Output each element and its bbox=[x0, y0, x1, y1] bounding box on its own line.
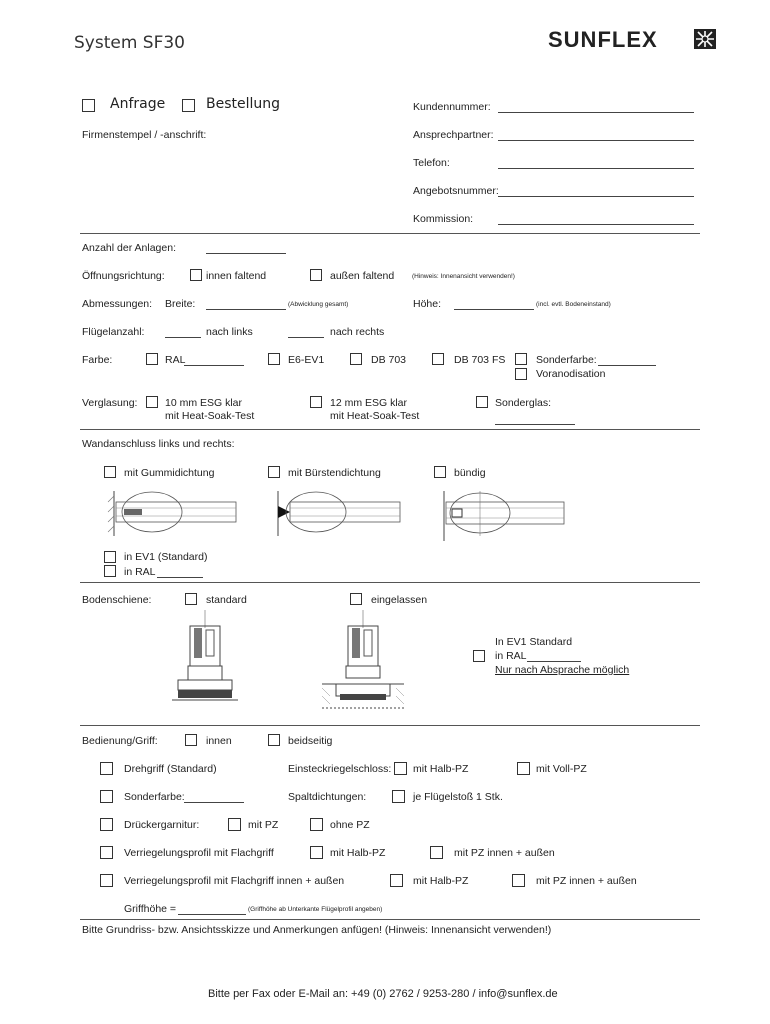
color-label: Farbe: bbox=[82, 354, 113, 366]
wall-ev1-label: in EV1 (Standard) bbox=[124, 551, 208, 563]
width-note: (Abwicklung gesamt) bbox=[288, 301, 349, 308]
floor-recessed-drawing bbox=[318, 608, 408, 718]
wall-flush-label: bündig bbox=[454, 467, 486, 479]
lever-with-pz-checkbox[interactable] bbox=[228, 818, 241, 831]
special-color-label: Sonderfarbe: bbox=[124, 791, 185, 803]
phone-field[interactable] bbox=[498, 156, 694, 169]
floor-ral-label: in RAL bbox=[495, 650, 527, 662]
color-db703fs-checkbox[interactable] bbox=[432, 353, 444, 365]
operation-label: Bedienung/Griff: bbox=[82, 735, 158, 747]
profile-flat-io-checkbox[interactable] bbox=[100, 874, 113, 887]
sketch-note: Bitte Grundriss- bzw. Ansichtsskizze und Anmerkungen anfügen! (Hinweis: Innenansicht verwenden!) bbox=[82, 924, 552, 936]
width-label: Breite: bbox=[165, 298, 196, 310]
wings-right-field[interactable] bbox=[288, 325, 324, 338]
wings-right-label: nach rechts bbox=[330, 326, 385, 338]
opening-label: Öffnungsrichtung: bbox=[82, 270, 165, 282]
order-label: Bestellung bbox=[206, 96, 281, 112]
order-checkbox[interactable] bbox=[182, 99, 195, 112]
profile-flat-io-label: Verriegelungsprofil mit Flachgriff innen + außen bbox=[124, 875, 345, 887]
customer-number-field[interactable] bbox=[498, 100, 694, 113]
phone-label: Telefon: bbox=[413, 157, 450, 169]
wall-ral-field[interactable] bbox=[157, 565, 203, 578]
lock-label: Einsteckriegelschloss: bbox=[288, 763, 392, 775]
opening-outward-label: außen faltend bbox=[330, 270, 395, 282]
handle-height-label: Griffhöhe = bbox=[124, 903, 177, 915]
wall-ral-label: in RAL bbox=[124, 566, 156, 578]
wall-ev1-checkbox[interactable] bbox=[104, 551, 116, 563]
glazing-12mm-checkbox[interactable] bbox=[310, 396, 322, 408]
color-special-field[interactable] bbox=[598, 353, 656, 366]
wall-ral-checkbox[interactable] bbox=[104, 565, 116, 577]
opening-note: (Hinweis: Innenansicht verwenden!) bbox=[412, 273, 515, 280]
lever-without-pz-label: ohne PZ bbox=[330, 819, 370, 831]
section-divider bbox=[80, 233, 700, 234]
profile-half-pz-checkbox[interactable] bbox=[310, 846, 323, 859]
gap-seal-option: je Flügelstoß 1 Stk. bbox=[413, 791, 503, 803]
customer-number-label: Kundennummer: bbox=[413, 101, 491, 113]
profile-pz-io-checkbox[interactable] bbox=[430, 846, 443, 859]
color-special-checkbox[interactable] bbox=[515, 353, 527, 365]
section-divider bbox=[80, 725, 700, 726]
color-db703-checkbox[interactable] bbox=[350, 353, 362, 365]
handle-height-field[interactable] bbox=[178, 902, 246, 915]
wings-left-label: nach links bbox=[206, 326, 253, 338]
quote-number-field[interactable] bbox=[498, 184, 694, 197]
special-color-checkbox[interactable] bbox=[100, 790, 113, 803]
wings-left-field[interactable] bbox=[165, 325, 201, 338]
floor-standard-drawing bbox=[170, 608, 240, 710]
floor-label: Bodenschiene: bbox=[82, 594, 152, 606]
lever-label: Drückergarnitur: bbox=[124, 819, 200, 831]
footer-contact: Bitte per Fax oder E-Mail an: +49 (0) 2762 / 9253-280 / info@sunflex.de bbox=[208, 988, 558, 1000]
color-e6-checkbox[interactable] bbox=[268, 353, 280, 365]
color-ral-field[interactable] bbox=[184, 353, 244, 366]
profile-flat-label: Verriegelungsprofil mit Flachgriff bbox=[124, 847, 274, 859]
quote-number-label: Angebotsnummer: bbox=[413, 185, 499, 197]
operation-inside-label: innen bbox=[206, 735, 232, 747]
section-divider bbox=[80, 919, 700, 920]
floor-recessed-label: eingelassen bbox=[371, 594, 428, 606]
wall-brush-drawing bbox=[268, 486, 408, 538]
floor-standard-label: standard bbox=[206, 594, 247, 606]
lever-without-pz-checkbox[interactable] bbox=[310, 818, 323, 831]
lock-full-pz-checkbox[interactable] bbox=[517, 762, 530, 775]
color-special-label: Sonderfarbe: bbox=[536, 354, 597, 366]
profile2-half-pz-label: mit Halb-PZ bbox=[413, 875, 469, 887]
width-field[interactable] bbox=[206, 297, 286, 310]
contact-label: Ansprechpartner: bbox=[413, 129, 494, 141]
floor-ev1-label: In EV1 Standard bbox=[495, 636, 573, 648]
glazing-12mm-label: 12 mm ESG klar bbox=[330, 397, 408, 409]
floor-note: Nur nach Absprache möglich bbox=[495, 664, 630, 676]
wall-brush-checkbox[interactable] bbox=[268, 466, 280, 478]
rotary-handle-checkbox[interactable] bbox=[100, 762, 113, 775]
profile-flat-checkbox[interactable] bbox=[100, 846, 113, 859]
profile2-half-pz-checkbox[interactable] bbox=[390, 874, 403, 887]
height-note: (incl. evtl. Bodeneinstand) bbox=[536, 301, 611, 308]
color-preanodize-label: Voranodisation bbox=[536, 368, 606, 380]
inquiry-label: Anfrage bbox=[110, 96, 166, 112]
section-divider bbox=[80, 582, 700, 583]
operation-both-checkbox[interactable] bbox=[268, 734, 280, 746]
color-db703-label: DB 703 bbox=[371, 354, 407, 366]
logo-star-icon bbox=[693, 28, 717, 50]
glazing-special-checkbox[interactable] bbox=[476, 396, 488, 408]
systems-count-label: Anzahl der Anlagen: bbox=[82, 242, 176, 254]
opening-inward-checkbox[interactable] bbox=[190, 269, 202, 281]
profile-half-pz-label: mit Halb-PZ bbox=[330, 847, 386, 859]
logo-text: SUNFLEX bbox=[548, 27, 658, 52]
glazing-label: Verglasung: bbox=[82, 397, 138, 409]
glazing-special-field[interactable] bbox=[495, 414, 575, 425]
profile-pz-io-label: mit PZ innen + außen bbox=[454, 847, 555, 859]
color-db703fs-label: DB 703 FS bbox=[454, 354, 506, 366]
lever-checkbox[interactable] bbox=[100, 818, 113, 831]
section-divider bbox=[80, 429, 700, 430]
lock-half-pz-checkbox[interactable] bbox=[394, 762, 407, 775]
wall-rubber-drawing bbox=[104, 486, 244, 538]
handle-height-note: (Griffhöhe ab Unterkante Flügelprofil angeben) bbox=[248, 906, 383, 913]
color-preanodize-checkbox[interactable] bbox=[515, 368, 527, 380]
wall-flush-checkbox[interactable] bbox=[434, 466, 446, 478]
gap-seal-label: Spaltdichtungen: bbox=[288, 791, 367, 803]
color-ral-label: RAL bbox=[165, 354, 186, 366]
floor-ral-checkbox[interactable] bbox=[473, 650, 485, 662]
profile2-pz-io-label: mit PZ innen + außen bbox=[536, 875, 637, 887]
contact-field[interactable] bbox=[498, 128, 694, 141]
glazing-10mm-checkbox[interactable] bbox=[146, 396, 158, 408]
opening-outward-checkbox[interactable] bbox=[310, 269, 322, 281]
glazing-10mm-label: 10 mm ESG klar bbox=[165, 397, 243, 409]
gap-seal-checkbox[interactable] bbox=[392, 790, 405, 803]
lever-with-pz-label: mit PZ bbox=[248, 819, 279, 831]
wall-brush-label: mit Bürstendichtung bbox=[288, 467, 381, 479]
company-stamp-label: Firmenstempel / -anschrift: bbox=[82, 129, 207, 141]
operation-inside-checkbox[interactable] bbox=[185, 734, 197, 746]
height-label: Höhe: bbox=[413, 298, 442, 310]
color-ral-checkbox[interactable] bbox=[146, 353, 158, 365]
brand-logo bbox=[548, 27, 658, 53]
rotary-handle-label: Drehgriff (Standard) bbox=[124, 763, 217, 775]
floor-ral-field[interactable] bbox=[527, 649, 581, 662]
commission-field[interactable] bbox=[498, 212, 694, 225]
operation-both-label: beidseitig bbox=[288, 735, 333, 747]
profile2-pz-io-checkbox[interactable] bbox=[512, 874, 525, 887]
wall-label: Wandanschluss links und rechts: bbox=[82, 438, 235, 450]
glazing-special-label: Sonderglas: bbox=[495, 397, 552, 409]
wall-flush-drawing bbox=[432, 486, 572, 544]
floor-recessed-checkbox[interactable] bbox=[350, 593, 362, 605]
dimensions-label: Abmessungen: bbox=[82, 298, 153, 310]
lock-half-pz-label: mit Halb-PZ bbox=[413, 763, 469, 775]
page-title: System SF30 bbox=[74, 33, 185, 53]
glazing-12mm-hst-label: mit Heat-Soak-Test bbox=[330, 410, 420, 422]
height-field[interactable] bbox=[454, 297, 534, 310]
commission-label: Kommission: bbox=[413, 213, 474, 225]
wall-rubber-checkbox[interactable] bbox=[104, 466, 116, 478]
opening-inward-label: innen faltend bbox=[206, 270, 267, 282]
glazing-10mm-hst-label: mit Heat-Soak-Test bbox=[165, 410, 255, 422]
floor-standard-checkbox[interactable] bbox=[185, 593, 197, 605]
inquiry-checkbox[interactable] bbox=[82, 99, 95, 112]
wall-rubber-label: mit Gummidichtung bbox=[124, 467, 215, 479]
systems-count-field[interactable] bbox=[206, 241, 286, 254]
color-e6-label: E6-EV1 bbox=[288, 354, 325, 366]
lock-full-pz-label: mit Voll-PZ bbox=[536, 763, 587, 775]
special-color-field[interactable] bbox=[184, 790, 244, 803]
wings-label: Flügelanzahl: bbox=[82, 326, 145, 338]
